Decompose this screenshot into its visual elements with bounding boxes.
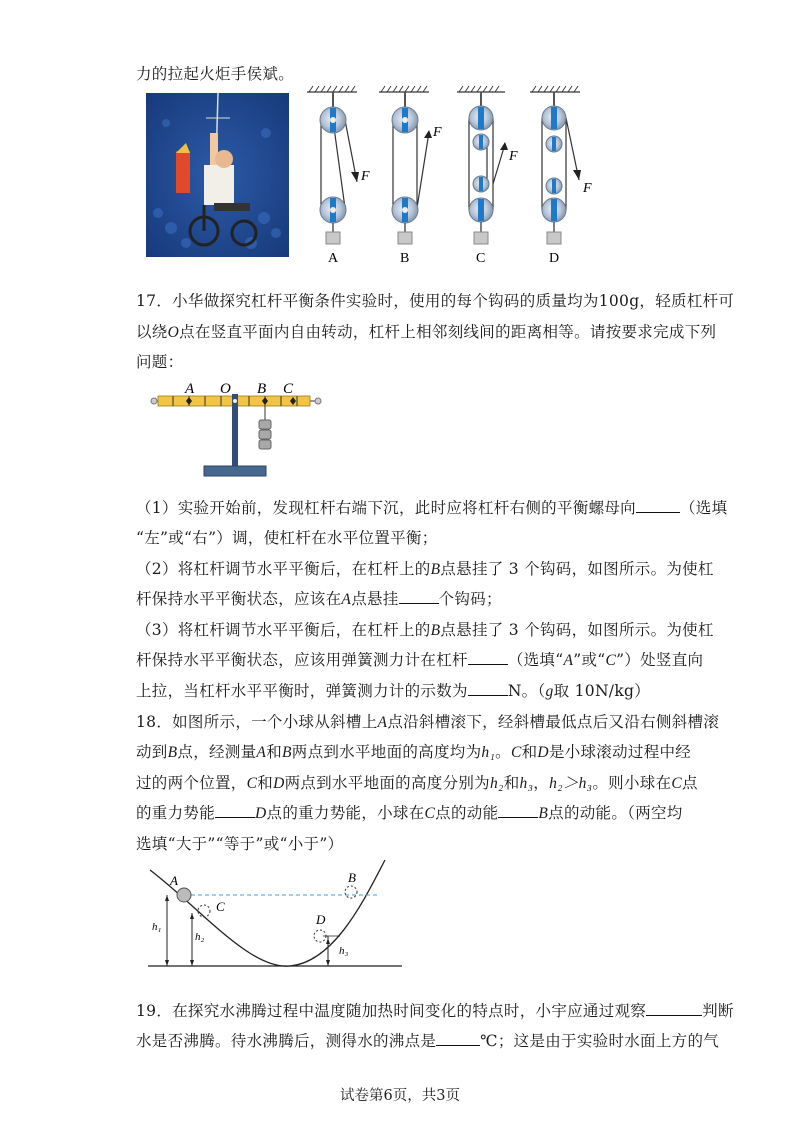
lever-label-o: O [220, 381, 231, 397]
ramp-track-diagram [140, 858, 410, 974]
q17-line3: 问题： [136, 353, 184, 371]
q17-part1-line2: “左”或“右”）调，使杠杆在水平位置平衡； [136, 529, 438, 547]
pulley-system-b [392, 92, 432, 244]
answer-blank[interactable] [399, 588, 439, 605]
force-label-a: F [361, 169, 370, 184]
q17-line1: 17．小华做探究杠杆平衡条件实验时，使用的每个钩码的质量均为100g，轻质杠杆可 [136, 292, 735, 310]
torch-bearer-photo [146, 93, 289, 257]
pulley-system-c [469, 92, 508, 244]
pulley-system-d [542, 92, 581, 244]
q18-line2: 动到B点，经测量A和B两点到水平地面的高度均为h₁。C和D是小球滚动过程中经 [136, 743, 692, 761]
continued-text-line: 力的拉起火炬手侯斌。 [136, 65, 295, 83]
height-label-h1: h₁ [152, 921, 162, 933]
option-label-a: A [328, 251, 339, 266]
q17-part3-line1: （3）将杠杆调节水平平衡后，在杠杆上的B点悬挂了 3 个钩码，如图所示。为使杠 [136, 621, 714, 639]
option-label-d: D [549, 251, 560, 266]
force-label-b: F [433, 125, 442, 140]
answer-blank[interactable] [498, 802, 538, 819]
lever-label-b: B [257, 381, 267, 397]
pulley-system-a [320, 92, 359, 244]
lever-label-a: A [185, 381, 195, 397]
q18-line4: 的重力势能 D点的重力势能，小球在C点的动能 B点的动能。（两空均 [136, 801, 683, 823]
height-label-h3: h₃ [339, 945, 349, 957]
option-label-b: B [400, 251, 410, 266]
answer-blank[interactable] [468, 649, 508, 666]
answer-blank[interactable] [436, 1030, 480, 1047]
q17-line2: 以绕O点在竖直平面内自由转动，杠杆上相邻刻线间的距离相等。请按要求完成下列 [136, 323, 717, 341]
answer-blank[interactable] [468, 680, 508, 697]
point-label-d: D [316, 912, 326, 927]
point-label-b: B [348, 870, 356, 885]
page-footer: 试卷第6页，共3页 [340, 1088, 460, 1104]
option-label-c: C [476, 251, 486, 266]
point-label-c: C [216, 899, 225, 914]
point-label-a: A [170, 873, 178, 888]
force-label-c: F [509, 149, 518, 164]
answer-blank[interactable] [636, 497, 680, 514]
q17-part1-line1: （1）实验开始前，发现杠杆右端下沉，此时应将杠杆右侧的平衡螺母向 （选填 [136, 496, 727, 518]
answer-blank[interactable] [215, 802, 255, 819]
q19-line2: 水是否沸腾。待水沸腾后，测得水的沸点是 ℃；这是由于实验时水面上方的气 [136, 1029, 719, 1051]
q17-part2-line2: 杆保持水平平衡状态，应该在A点悬挂 个钩码； [136, 587, 502, 609]
q17-part2-line1: （2）将杠杆调节水平平衡后，在杠杆上的B点悬挂了 3 个钩码，如图所示。为使杠 [136, 560, 714, 578]
answer-blank[interactable] [646, 1000, 702, 1017]
q18-line3: 过的两个位置，C和D两点到水平地面的高度分别为h₂和h₃，h₂＞h₃。则小球在C点 [136, 774, 698, 792]
q19-line1: 19．在探究水沸腾过程中温度随加热时间变化的特点时，小宇应通过观察 判断 [136, 999, 734, 1021]
lever-diagram [148, 378, 326, 480]
q17-part3-line2: 杆保持水平平衡状态，应该用弹簧测力计在杠杆 （选填“A”或“C”）处竖直向 [136, 648, 703, 670]
q18-line5: 选填“大于”“等于”或“小于”） [136, 835, 344, 853]
height-label-h2: h₂ [195, 931, 205, 943]
q17-part3-line3: 上拉，当杠杆水平平衡时，弹簧测力计的示数为 N。（g取 10N/kg） [136, 679, 650, 701]
force-label-d: F [583, 181, 592, 196]
pulley-diagrams [305, 84, 605, 266]
lever-label-c: C [283, 381, 294, 397]
q18-line1: 18．如图所示，一个小球从斜槽上A点沿斜槽滚下，经斜槽最低点后又沿右侧斜槽滚 [136, 713, 720, 731]
